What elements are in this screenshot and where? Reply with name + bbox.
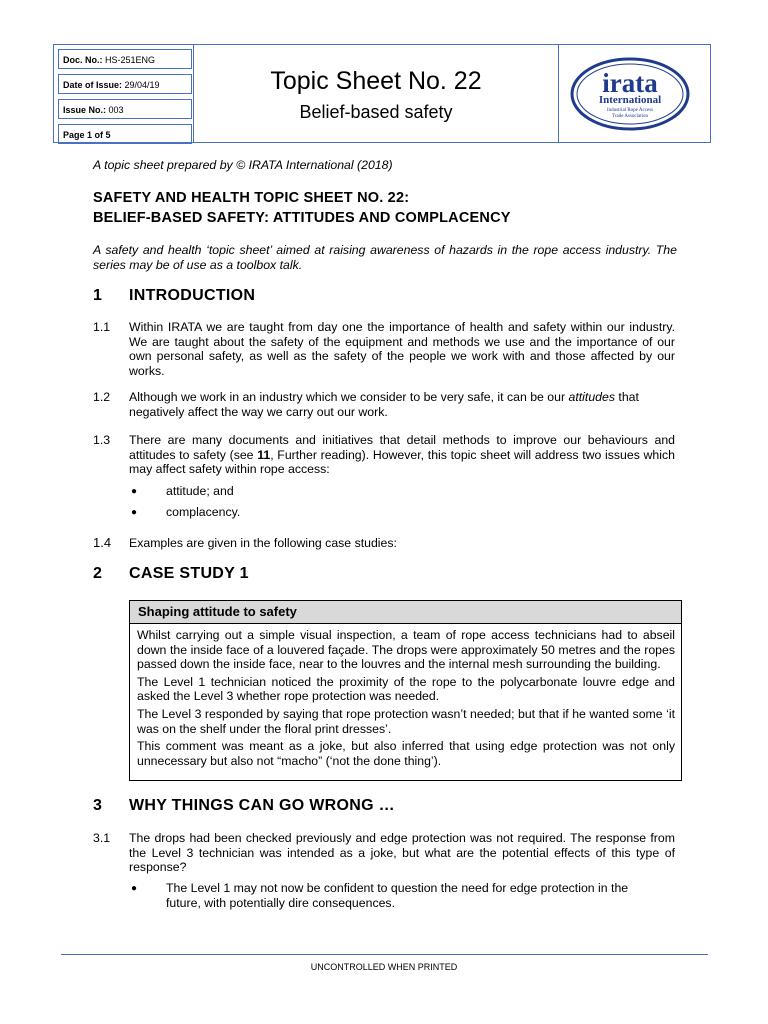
- document-header: [53, 44, 711, 143]
- bullet-icon: ●: [131, 486, 138, 497]
- logo-tag1-text: Industrial Rope Access: [606, 108, 654, 113]
- divider: [558, 45, 559, 142]
- case-study-paragraph: Whilst carrying out a simple visual inspection, a team of rope access technicians had to abseil down the inside face of a louvered façade. The drops were approximately 50 metres and the ropes passed down the inside face, near to the louvres and the internal mesh surrounding the building.: [137, 628, 675, 672]
- bullet-item: attitude; and: [166, 484, 234, 498]
- para-number: 1.1: [93, 320, 111, 334]
- section-1-title: INTRODUCTION: [129, 287, 256, 304]
- para-number: 3.1: [93, 831, 111, 845]
- case-study-paragraph: The Level 1 technician noticed the proximity of the rope to the polycarbonate louvre edge and asked the Level 3 whether rope protection was needed.: [137, 674, 675, 704]
- case-study-paragraph: The Level 3 responded by saying that rope protection wasn’t needed; but that if he wanted some ‘it was on the shelf under the floral print dresses’.: [137, 706, 675, 736]
- logo-sub-text: International: [598, 94, 662, 106]
- main-title-line-2: BELIEF-BASED SAFETY: ATTITUDES AND COMPLACENCY: [93, 210, 511, 226]
- section-1-number: 1: [93, 287, 103, 304]
- case-study-box: [129, 600, 682, 781]
- section-2-number: 2: [93, 565, 103, 582]
- bullet-icon: ●: [131, 507, 138, 518]
- para-number: 1.4: [93, 535, 112, 550]
- bullet-icon: ●: [131, 883, 138, 894]
- bullet-item: complacency.: [166, 505, 241, 519]
- page-title: Topic Sheet No. 22: [270, 67, 482, 95]
- irata-logo: [570, 57, 690, 131]
- paragraph-1-3: There are many documents and initiatives that detail methods to improve our behaviours and attitudes to safety (see 11, Further reading). However, this topic sheet will address two issues which may affect safety within rope access:: [129, 433, 675, 477]
- section-3-title: WHY THINGS CAN GO WRONG …: [129, 797, 395, 814]
- section-2-title: CASE STUDY 1: [129, 565, 249, 582]
- issue-number: Issue No.: 003: [58, 99, 192, 119]
- page-subtitle: Belief-based safety: [299, 102, 453, 122]
- footer-text: UNCONTROLLED WHEN PRINTED: [310, 962, 458, 972]
- doc-number: Doc. No.: HS-251ENG: [58, 49, 192, 69]
- prepared-by: A topic sheet prepared by © IRATA International (2018): [93, 158, 393, 172]
- logo-main-text: irata: [602, 68, 658, 98]
- logo-tag2-text: Trade Association: [611, 114, 649, 119]
- para-number: 1.3: [93, 433, 111, 447]
- bullet-item: The Level 1 may not now be confident to question the need for edge protection in the future, with potentially dire consequences.: [166, 881, 629, 910]
- page-number: Page 1 of 5: [58, 124, 192, 144]
- para-number: 1.2: [93, 390, 111, 404]
- paragraph-3-1: The drops had been checked previously and edge protection was not required. The response from the Level 3 technician was intended as a joke, but what are the potential effects of this type of response?: [129, 831, 675, 875]
- case-study-box-title: Shaping attitude to safety: [130, 601, 681, 624]
- paragraph-1-1: Within IRATA we are taught from day one the importance of health and safety within our industry. We are taught about the safety of the equipment and methods we use and the importance of our own personal safety, as well as the safety of the people we work with and those affected by our works.: [129, 320, 675, 378]
- intro-italic: A safety and health ‘topic sheet’ aimed at raising awareness of hazards in the rope access industry. The series may be of use as a toolbox talk.: [93, 243, 677, 272]
- date-of-issue: Date of Issue: 29/04/19: [58, 74, 192, 94]
- footer-divider: [61, 954, 708, 955]
- case-study-paragraph: This comment was meant as a joke, but also inferred that using edge protection was not only unnecessary but also not “macho” (‘not the done thing’).: [137, 739, 675, 768]
- main-title-line-1: SAFETY AND HEALTH TOPIC SHEET NO. 22:: [93, 190, 410, 206]
- paragraph-1-2: Although we work in an industry which we consider to be very safe, it can be our attitudes that negatively affect the way we carry out our work.: [129, 390, 639, 419]
- case-study-box-body: [130, 624, 681, 768]
- section-3-number: 3: [93, 797, 103, 814]
- paragraph-1-4: Examples are given in the following case studies:: [129, 536, 397, 550]
- doc-info-cells: [58, 49, 192, 147]
